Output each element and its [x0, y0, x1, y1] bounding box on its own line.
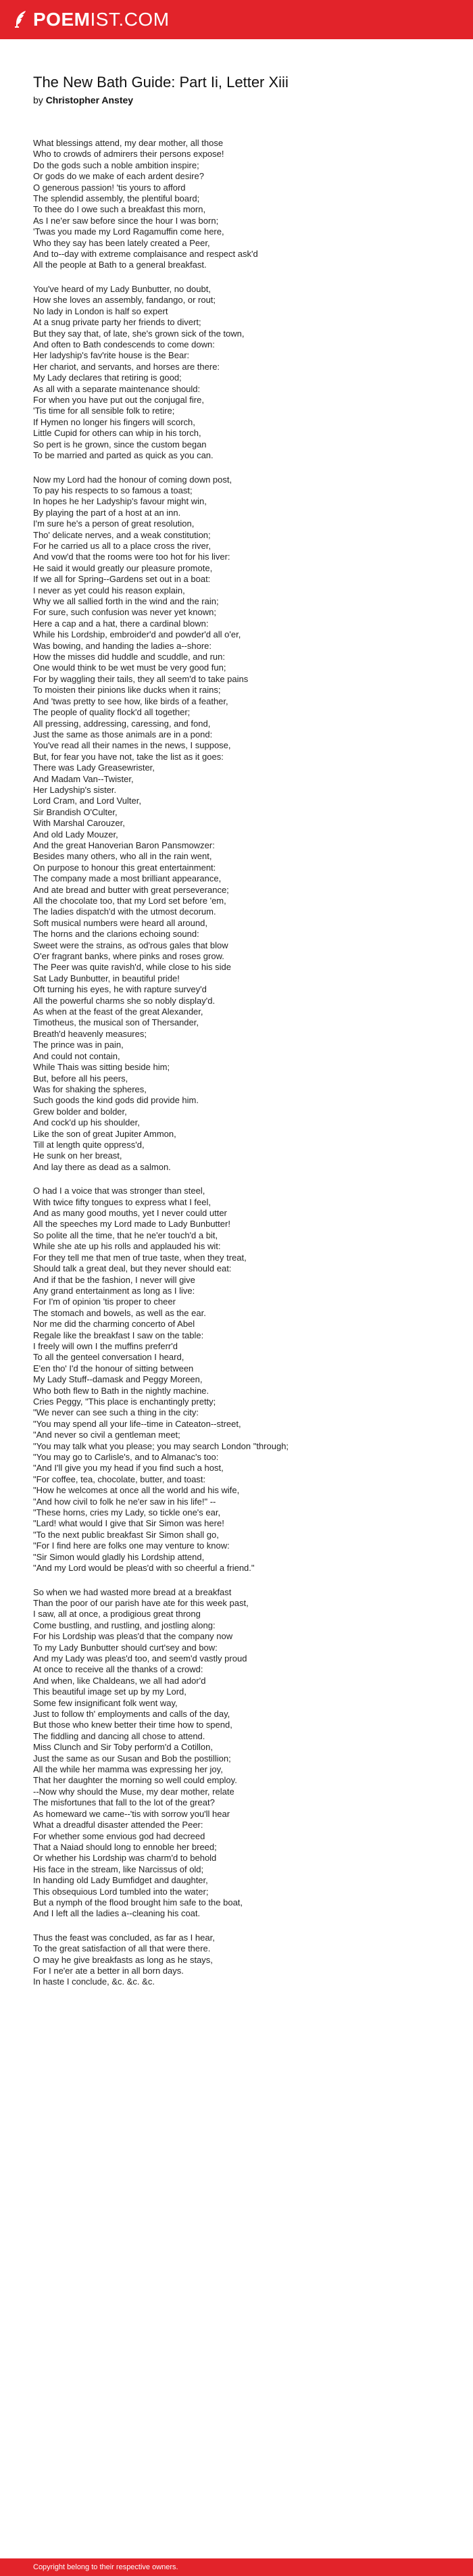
poem-line: Her ladyship's fav'rite house is the Bear: — [33, 350, 190, 361]
poem-line: That a Naiad should long to ennoble her breed; — [33, 1841, 217, 1852]
poem-line: I never as yet could his reason explain, — [33, 585, 185, 596]
poem-line: --Now why should the Muse, my dear mother, relate — [33, 1786, 234, 1797]
poem-line: In haste I conclude, &c. &c. &c. — [33, 1976, 155, 1987]
poem-line: If we all for Spring--Gardens set out in a boat: — [33, 574, 211, 585]
poem-line: 'Tis time for all sensible folk to retire; — [33, 406, 175, 416]
site-header — [0, 0, 473, 39]
poem-line: As when at the feast of the great Alexander, — [33, 1006, 203, 1017]
poem-line: And to--day with extreme complaisance and respect ask'd — [33, 249, 258, 260]
stanza — [33, 1933, 452, 1988]
poem-line: On purpose to honour this great entertainment: — [33, 862, 216, 873]
poem-line: And when, like Chaldeans, we all had ador'd — [33, 1675, 206, 1686]
poem-line: For sure, such confusion was never yet known; — [33, 607, 216, 618]
poem-line: To the great satisfaction of all that were there. — [33, 1943, 211, 1954]
poem-line: All the powerful charms she so nobly display'd. — [33, 995, 216, 1006]
stanza — [33, 284, 452, 462]
poem-line: O had I a voice that was stronger than steel, — [33, 1186, 205, 1196]
poem-line: "These horns, cries my Lady, so tickle one's ear, — [33, 1507, 221, 1518]
poem-line: "We never can see such a thing in the city: — [33, 1407, 199, 1418]
poem-line: Who both flew to Bath in the nightly machine. — [33, 1385, 209, 1396]
byline — [33, 93, 452, 107]
poem-line: "Lard! what would I give that Sir Simon was here! — [33, 1518, 224, 1529]
poem-line: Or whether his Lordship was charm'd to behold — [33, 1853, 217, 1864]
poem-line: Timotheus, the musical son of Thersander, — [33, 1017, 199, 1028]
poem-line: Was bowing, and handing the ladies a--shore: — [33, 640, 212, 651]
poem-line: Any grand entertainment as long as I live: — [33, 1285, 195, 1296]
poem-line: Or gods do we make of each ardent desire? — [33, 171, 204, 182]
poem-line: The ladies dispatch'd with the utmost decorum. — [33, 906, 216, 917]
poem-line: But, before all his peers, — [33, 1073, 128, 1084]
poem-line: So pert is he grown, since the custom began — [33, 439, 207, 449]
poem-line: And I left all the ladies a--cleaning his coat. — [33, 1908, 201, 1919]
poem-line: But a nymph of the flood brought him safe to the boat, — [33, 1897, 243, 1907]
poem-line: Just the same as those animals are in a pond: — [33, 729, 213, 739]
poem-line: Sweet were the strains, as od'rous gales that blow — [33, 940, 228, 950]
poem-line: As homeward we came--'tis with sorrow you'll hear — [33, 1808, 230, 1819]
poem-line: He said it would greatly our pleasure promote, — [33, 562, 213, 573]
poem-line: "For I find here are folks one may venture to know: — [33, 1540, 230, 1551]
stanza — [33, 1186, 452, 1574]
poem-line: And 'twas pretty to see how, like birds of a feather, — [33, 696, 228, 706]
quill-icon — [13, 10, 29, 29]
poem-line: There was Lady Greasewrister, — [33, 762, 155, 773]
poem-line: For whether some envious god had decreed — [33, 1830, 205, 1841]
poem-line: Lord Cram, and Lord Vulter, — [33, 796, 141, 806]
poem-line: And my Lady was pleas'd too, and seem'd vastly proud — [33, 1653, 247, 1663]
poem-line: But they say that, of late, she's grown sick of the town, — [33, 328, 245, 339]
poem-line: If Hymen no longer his fingers will scorch, — [33, 416, 195, 427]
poem-line: "And how civil to folk he ne'er saw in his life!" -- — [33, 1496, 216, 1507]
poem-line: The fiddling and dancing all chose to attend. — [33, 1730, 205, 1741]
byline-label: by — [33, 95, 43, 105]
poem-line: This obsequious Lord tumbled into the water; — [33, 1886, 209, 1897]
poem-line: Just to follow th' employments and calls of the day, — [33, 1709, 230, 1720]
poem-line: And often to Bath condescends to come down: — [33, 339, 215, 349]
poem-line: For he carried us all to a place cross the river, — [33, 541, 211, 551]
poem-line: All the chocolate too, that my Lord set before 'em, — [33, 896, 226, 906]
author-name[interactable]: Christopher Anstey — [45, 95, 134, 105]
poem-line: And cock'd up his shoulder, — [33, 1117, 140, 1128]
poem-line: And ate bread and butter with great perseverance; — [33, 884, 229, 895]
poem-line: So when we had wasted more bread at a breakfast — [33, 1586, 232, 1597]
poem-line: No lady in London is half so expert — [33, 306, 168, 316]
poem-line: I saw, all at once, a prodigious great throng — [33, 1609, 201, 1620]
poem-line: With Marshal Carouzer, — [33, 818, 125, 829]
poem-line: Just the same as our Susan and Bob the postillion; — [33, 1753, 231, 1764]
poem-line: Come bustling, and rustling, and jostling along: — [33, 1620, 216, 1630]
poem-line: For they tell me that men of true taste, when they treat, — [33, 1252, 247, 1263]
poem-line: By playing the part of a host at an inn. — [33, 507, 181, 518]
poem-line: Tho' delicate nerves, and a weak constitution; — [33, 529, 211, 540]
poem-line: Soft musical numbers were heard all around, — [33, 917, 207, 928]
poem-line: I'm sure he's a person of great resolution, — [33, 518, 195, 529]
poem-line: Breath'd heavenly measures; — [33, 1028, 147, 1039]
poem-line: Besides many others, who all in the rain went, — [33, 851, 212, 862]
poem-line: In hopes he her Ladyship's favour might win, — [33, 496, 207, 507]
poem-line: How the misses did huddle and scuddle, and run: — [33, 652, 226, 662]
poem-line: And Madam Van--Twister, — [33, 773, 134, 784]
poem-line: At once to receive all the thanks of a crowd: — [33, 1664, 203, 1675]
poem-line: With twice fifty tongues to express what I feel, — [33, 1196, 211, 1207]
poem-line: Thus the feast was concluded, as far as I hear, — [33, 1932, 215, 1943]
poem-line: But those who knew better their time how to spend, — [33, 1720, 232, 1730]
poem-line: One would think to be wet must be very good fun; — [33, 662, 226, 673]
poem-line: The misfortunes that fall to the lot of the great? — [33, 1797, 215, 1808]
poem-line: "And my Lord would be pleas'd with so cheerful a friend." — [33, 1563, 255, 1574]
poem-line: While his Lordship, embroider'd and powder'd all o'er, — [33, 629, 241, 640]
poem-line: Oft turning his eyes, he with rapture survey'd — [33, 984, 207, 995]
poem-line: The horns and the clarions echoing sound: — [33, 929, 199, 940]
poem-line: All the speeches my Lord made to Lady Bunbutter! — [33, 1219, 230, 1230]
poem-line: My Lady declares that retiring is good; — [33, 372, 182, 383]
poem-line: And the great Hanoverian Baron Pansmowzer: — [33, 840, 215, 850]
poem-line: The Peer was quite ravish'd, while close to his side — [33, 962, 231, 973]
poem-line: Sir Brandish O'Culter, — [33, 806, 118, 817]
poem-line: "And I'll give you my head if you find such a host, — [33, 1463, 224, 1474]
poem-line: To be married and parted as quick as you can. — [33, 450, 214, 461]
poem-line: "How he welcomes at once all the world and his wife, — [33, 1485, 240, 1496]
poem-body — [33, 138, 452, 1988]
poem-line: For when you have put out the conjugal fire, — [33, 395, 204, 406]
poem-line: Here a cap and a hat, there a cardinal blown: — [33, 618, 209, 629]
poem-line: Grew bolder and bolder, — [33, 1106, 127, 1117]
poem-line: O may he give breakfasts as long as he stays, — [33, 1954, 213, 1965]
poem-line: In handing old Lady Bumfidget and daughter, — [33, 1875, 208, 1886]
poem-line: His face in the stream, like Narcissus of old; — [33, 1864, 204, 1874]
poem-title: The New Bath Guide: Part Ii, Letter Xiii — [33, 74, 289, 91]
poem-line: "For coffee, tea, chocolate, butter, and toast: — [33, 1474, 206, 1484]
poem-line: Should talk a great deal, but they never should eat: — [33, 1263, 232, 1274]
poem-line: You've read all their names in the news, I suppose, — [33, 740, 231, 751]
poem-line: At a snug private party her friends to divert; — [33, 317, 201, 328]
poem-line: Nor me did the charming concerto of Abel — [33, 1319, 195, 1330]
poem-line: What blessings attend, my dear mother, all those — [33, 138, 224, 148]
poem-line: As I ne'er saw before since the hour I was born; — [33, 215, 219, 226]
poem-line: Like the son of great Jupiter Ammon, — [33, 1128, 176, 1139]
poem-line: Who they say has been lately created a Peer, — [33, 237, 210, 248]
poem-line: Than the poor of our parish have ate for this week past, — [33, 1597, 249, 1608]
copyright-text: Copyright belong to their respective owners. — [33, 2563, 178, 2571]
poem-line: For I'm of opinion 'tis proper to cheer — [33, 1296, 176, 1307]
poem-line: The stomach and bowels, as well as the ear. — [33, 1307, 206, 1318]
poem-line: "You may talk what you please; you may search London "through; — [33, 1440, 289, 1451]
poem-line: All the people at Bath to a general breakfast. — [33, 260, 207, 270]
poem-line: "You may spend all your life--time in Cateaton--street, — [33, 1418, 241, 1429]
poem-content — [33, 73, 452, 2001]
poem-line: Little Cupid for others can whip in his torch, — [33, 428, 201, 439]
poem-line: To all the genteel conversation I heard, — [33, 1352, 184, 1363]
poem-line: Till at length quite oppress'd, — [33, 1139, 145, 1150]
poem-line: You've heard of my Lady Bunbutter, no doubt, — [33, 283, 211, 294]
poem-line: The people of quality flock'd all together; — [33, 707, 191, 718]
poem-line: As all with a separate maintenance should: — [33, 383, 201, 394]
poem-line: "You may go to Carlisle's, and to Almanac's too: — [33, 1452, 219, 1462]
poem-line: All pressing, addressing, caressing, and fond, — [33, 718, 211, 729]
poem-line: My Lady Stuff--damask and Peggy Moreen, — [33, 1374, 203, 1385]
poem-line: "And never so civil a gentleman meet; — [33, 1430, 180, 1440]
logo-wordmark-bold: POEM — [33, 9, 91, 30]
poem-line: All the while her mamma was expressing her joy, — [33, 1764, 223, 1775]
poem-line: What a dreadful disaster attended the Peer: — [33, 1820, 203, 1830]
poem-line: This beautiful image set up by my Lord, — [33, 1686, 186, 1697]
poem-line: I freely will own I the muffins preferr'd — [33, 1340, 178, 1351]
poem-line: While she ate up his rolls and applauded his wit: — [33, 1241, 221, 1252]
poem-line: Now my Lord had the honour of coming down post, — [33, 474, 232, 485]
poem-line: And as many good mouths, yet I never could utter — [33, 1208, 227, 1219]
poem-line: To pay his respects to so famous a toast; — [33, 485, 193, 495]
poem-line: Was for shaking the spheres, — [33, 1084, 147, 1094]
poem-line: Her Ladyship's sister. — [33, 784, 117, 795]
poem-line: O generous passion! 'tis yours to afford — [33, 182, 186, 193]
poem-line: Such goods the kind gods did provide him. — [33, 1095, 199, 1106]
poem-line: Some few insignificant folk went way, — [33, 1697, 178, 1708]
poem-line: 'Twas you made my Lord Ragamuffin come here, — [33, 226, 224, 237]
poem-line: To my Lady Bunbutter should curt'sey and bow: — [33, 1642, 218, 1653]
poem-line: And old Lady Mouzer, — [33, 829, 118, 840]
poem-line: That her daughter the morning so well could employ. — [33, 1775, 237, 1786]
site-logo[interactable] — [13, 9, 170, 30]
poem-line: Miss Clunch and Sir Toby perform'd a Cotillon, — [33, 1742, 213, 1753]
poem-line: The prince was in pain, — [33, 1040, 124, 1050]
logo-wordmark — [33, 9, 170, 30]
site-footer — [0, 2558, 473, 2576]
poem-line: To thee do I owe such a breakfast this morn, — [33, 204, 206, 215]
poem-line: For his Lordship was pleas'd that the company now — [33, 1631, 233, 1642]
poem-line: Sat Lady Bunbutter, in beautiful pride! — [33, 973, 180, 983]
poem-line: And could not contain, — [33, 1050, 120, 1061]
poem-line: He sunk on her breast, — [33, 1150, 122, 1161]
poem-line: Do the gods such a noble ambition inspire; — [33, 160, 199, 170]
stanza — [33, 138, 452, 271]
poem-line: The company made a most brilliant appearance, — [33, 873, 222, 884]
poem-line: But, for fear you have not, take the list as it goes: — [33, 751, 224, 762]
poem-line: Who to crowds of admirers their persons expose! — [33, 149, 224, 160]
stanza — [33, 1587, 452, 1920]
poem-line: Her chariot, and servants, and horses are there: — [33, 361, 220, 372]
poem-line: E'en tho' I'd the honour of sitting between — [33, 1363, 194, 1374]
poem-line: "Sir Simon would gladly his Lordship attend, — [33, 1551, 205, 1562]
poem-line: "To the next public breakfast Sir Simon shall go, — [33, 1529, 219, 1540]
poem-line: O'er fragrant banks, where pinks and roses grow. — [33, 951, 224, 962]
poem-line: And vow'd that the rooms were too hot for his liver: — [33, 552, 230, 562]
poem-line: Regale like the breakfast I saw on the table: — [33, 1330, 204, 1340]
logo-wordmark-light: IST.COM — [90, 9, 170, 30]
poem-line: So polite all the time, that he ne'er touch'd a bit, — [33, 1230, 218, 1240]
poem-line: Cries Peggy, "This place is enchantingly pretty; — [33, 1396, 216, 1407]
poem-line: How she loves an assembly, fandango, or rout; — [33, 295, 216, 306]
poem-line: For I ne'er ate a better in all born days. — [33, 1966, 184, 1976]
poem-line: While Thais was sitting beside him; — [33, 1062, 170, 1073]
poem-line: To moisten their pinions like ducks when it rains; — [33, 685, 221, 696]
poem-line: And if that be the fashion, I never will give — [33, 1274, 195, 1285]
poem-line: The splendid assembly, the plentiful board; — [33, 193, 200, 204]
poem-line: Why we all sallied forth in the wind and the rain; — [33, 596, 219, 607]
poem-line: For by waggling their tails, they all seem'd to take pains — [33, 673, 249, 684]
stanza — [33, 475, 452, 1173]
poem-line: And lay there as dead as a salmon. — [33, 1161, 171, 1172]
